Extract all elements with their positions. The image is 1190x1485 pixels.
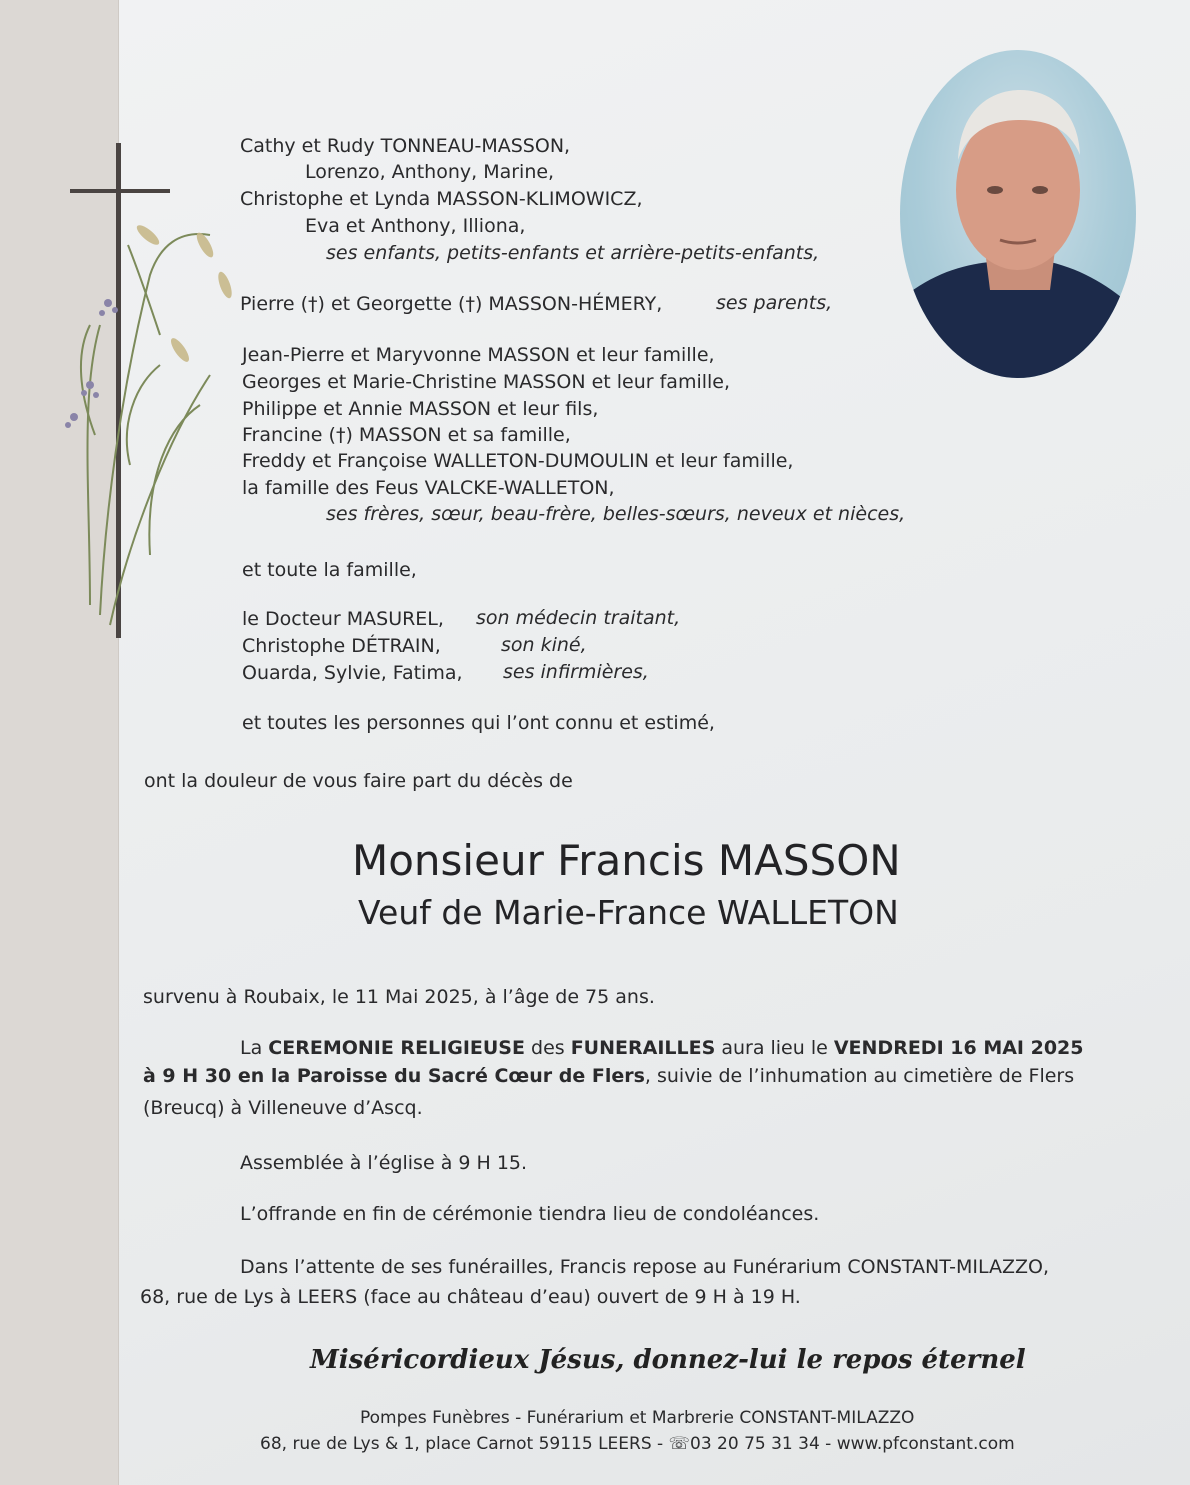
ceremony-line-1 [240, 1036, 1084, 1060]
rest-line-2: 68, rue de Lys à LEERS (face au château d’eau) ouvert de 9 H à 19 H. [140, 1286, 801, 1308]
ceremony-line-2 [143, 1064, 1074, 1088]
footer-company: Pompes Funèbres - Funérarium et Marbrerie CONSTANT-MILAZZO [360, 1408, 915, 1428]
family-line-children-3: Christophe et Lynda MASSON-KLIMOWICZ, [240, 188, 643, 210]
widower-line: Veuf de Marie-France WALLETON [358, 893, 899, 932]
cross-wheat-decoration [60, 135, 240, 645]
ceremony-line-3: (Breucq) à Villeneuve d’Ascq. [143, 1097, 423, 1119]
portrait-photo [900, 50, 1136, 378]
whole-family-line: et toute la famille, [242, 559, 417, 581]
assembly-line: Assemblée à l’église à 9 H 15. [240, 1152, 528, 1174]
siblings-caption: ses frères, sœur, beau-frère, belles-sœurs, neveux et nièces, [326, 503, 906, 525]
carer-role-2: son kiné, [501, 634, 587, 656]
announcement-line: ont la douleur de vous faire part du décès de [144, 770, 573, 792]
sibling-line-4: Francine (†) MASSON et sa famille, [242, 424, 571, 446]
deceased-name: Monsieur Francis MASSON [352, 836, 901, 885]
footer-address: 68, rue de Lys & 1, place Carnot 59115 LEERS - [260, 1434, 669, 1454]
rest-line-1: Dans l’attente de ses funérailles, Francis repose au Funérarium CONSTANT-MILAZZO, [240, 1256, 1049, 1278]
ceremony-type: CEREMONIE RELIGIEUSE [268, 1037, 525, 1059]
death-line: survenu à Roubaix, le 11 Mai 2025, à l’âge de 75 ans. [143, 986, 655, 1008]
carer-role-3: ses infirmières, [503, 661, 649, 683]
family-line-children-4: Eva et Anthony, Illiona, [305, 215, 526, 237]
ceremony-time-place: à 9 H 30 en la Paroisse du Sacré Cœur de Flers [143, 1065, 645, 1087]
parents-line: Pierre (†) et Georgette (†) MASSON-HÉMERY, [240, 293, 663, 315]
carer-role-1: son médecin traitant, [476, 607, 681, 629]
ceremony-funerals: FUNERAILLES [570, 1037, 716, 1059]
family-line-children-1: Cathy et Rudy TONNEAU-MASSON, [240, 135, 571, 157]
sibling-line-6: la famille des Feus VALCKE-WALLETON, [242, 477, 615, 499]
children-caption: ses enfants, petits-enfants et arrière-petits-enfants, [326, 242, 820, 264]
carer-name-2: Christophe DÉTRAIN, [242, 635, 441, 657]
prayer-line: Miséricordieux Jésus, donnez-lui le repos éternel [310, 1345, 1026, 1375]
ceremony-text: La [240, 1037, 269, 1059]
ceremony-burial: , suivie de l’inhumation au cimetière de Flers [644, 1065, 1075, 1087]
sibling-line-5: Freddy et Françoise WALLETON-DUMOULIN et leur famille, [242, 450, 794, 472]
footer-phone-web: 03 20 75 31 34 - www.pfconstant.com [684, 1434, 1015, 1454]
offering-line: L’offrande en fin de cérémonie tiendra lieu de condoléances. [240, 1203, 820, 1225]
sibling-line-1: Jean-Pierre et Maryvonne MASSON et leur famille, [242, 344, 715, 366]
ceremony-text: des [524, 1037, 571, 1059]
sibling-line-3: Philippe et Annie MASSON et leur fils, [242, 398, 599, 420]
carer-name-3: Ouarda, Sylvie, Fatima, [242, 662, 463, 684]
ceremony-date: VENDREDI 16 MAI 2025 [833, 1037, 1084, 1059]
carer-name-1: le Docteur MASUREL, [242, 608, 444, 630]
sibling-line-2: Georges et Marie-Christine MASSON et leur famille, [242, 371, 731, 393]
footer-contact [260, 1433, 1015, 1455]
wheat-icon [81, 234, 210, 625]
ceremony-text: aura lieu le [715, 1037, 834, 1059]
parents-caption: ses parents, [716, 292, 833, 314]
family-line-children-2: Lorenzo, Anthony, Marine, [305, 161, 555, 183]
acquaintances-line: et toutes les personnes qui l’ont connu et estimé, [242, 712, 715, 734]
phone-icon: ☏ [668, 1434, 690, 1454]
